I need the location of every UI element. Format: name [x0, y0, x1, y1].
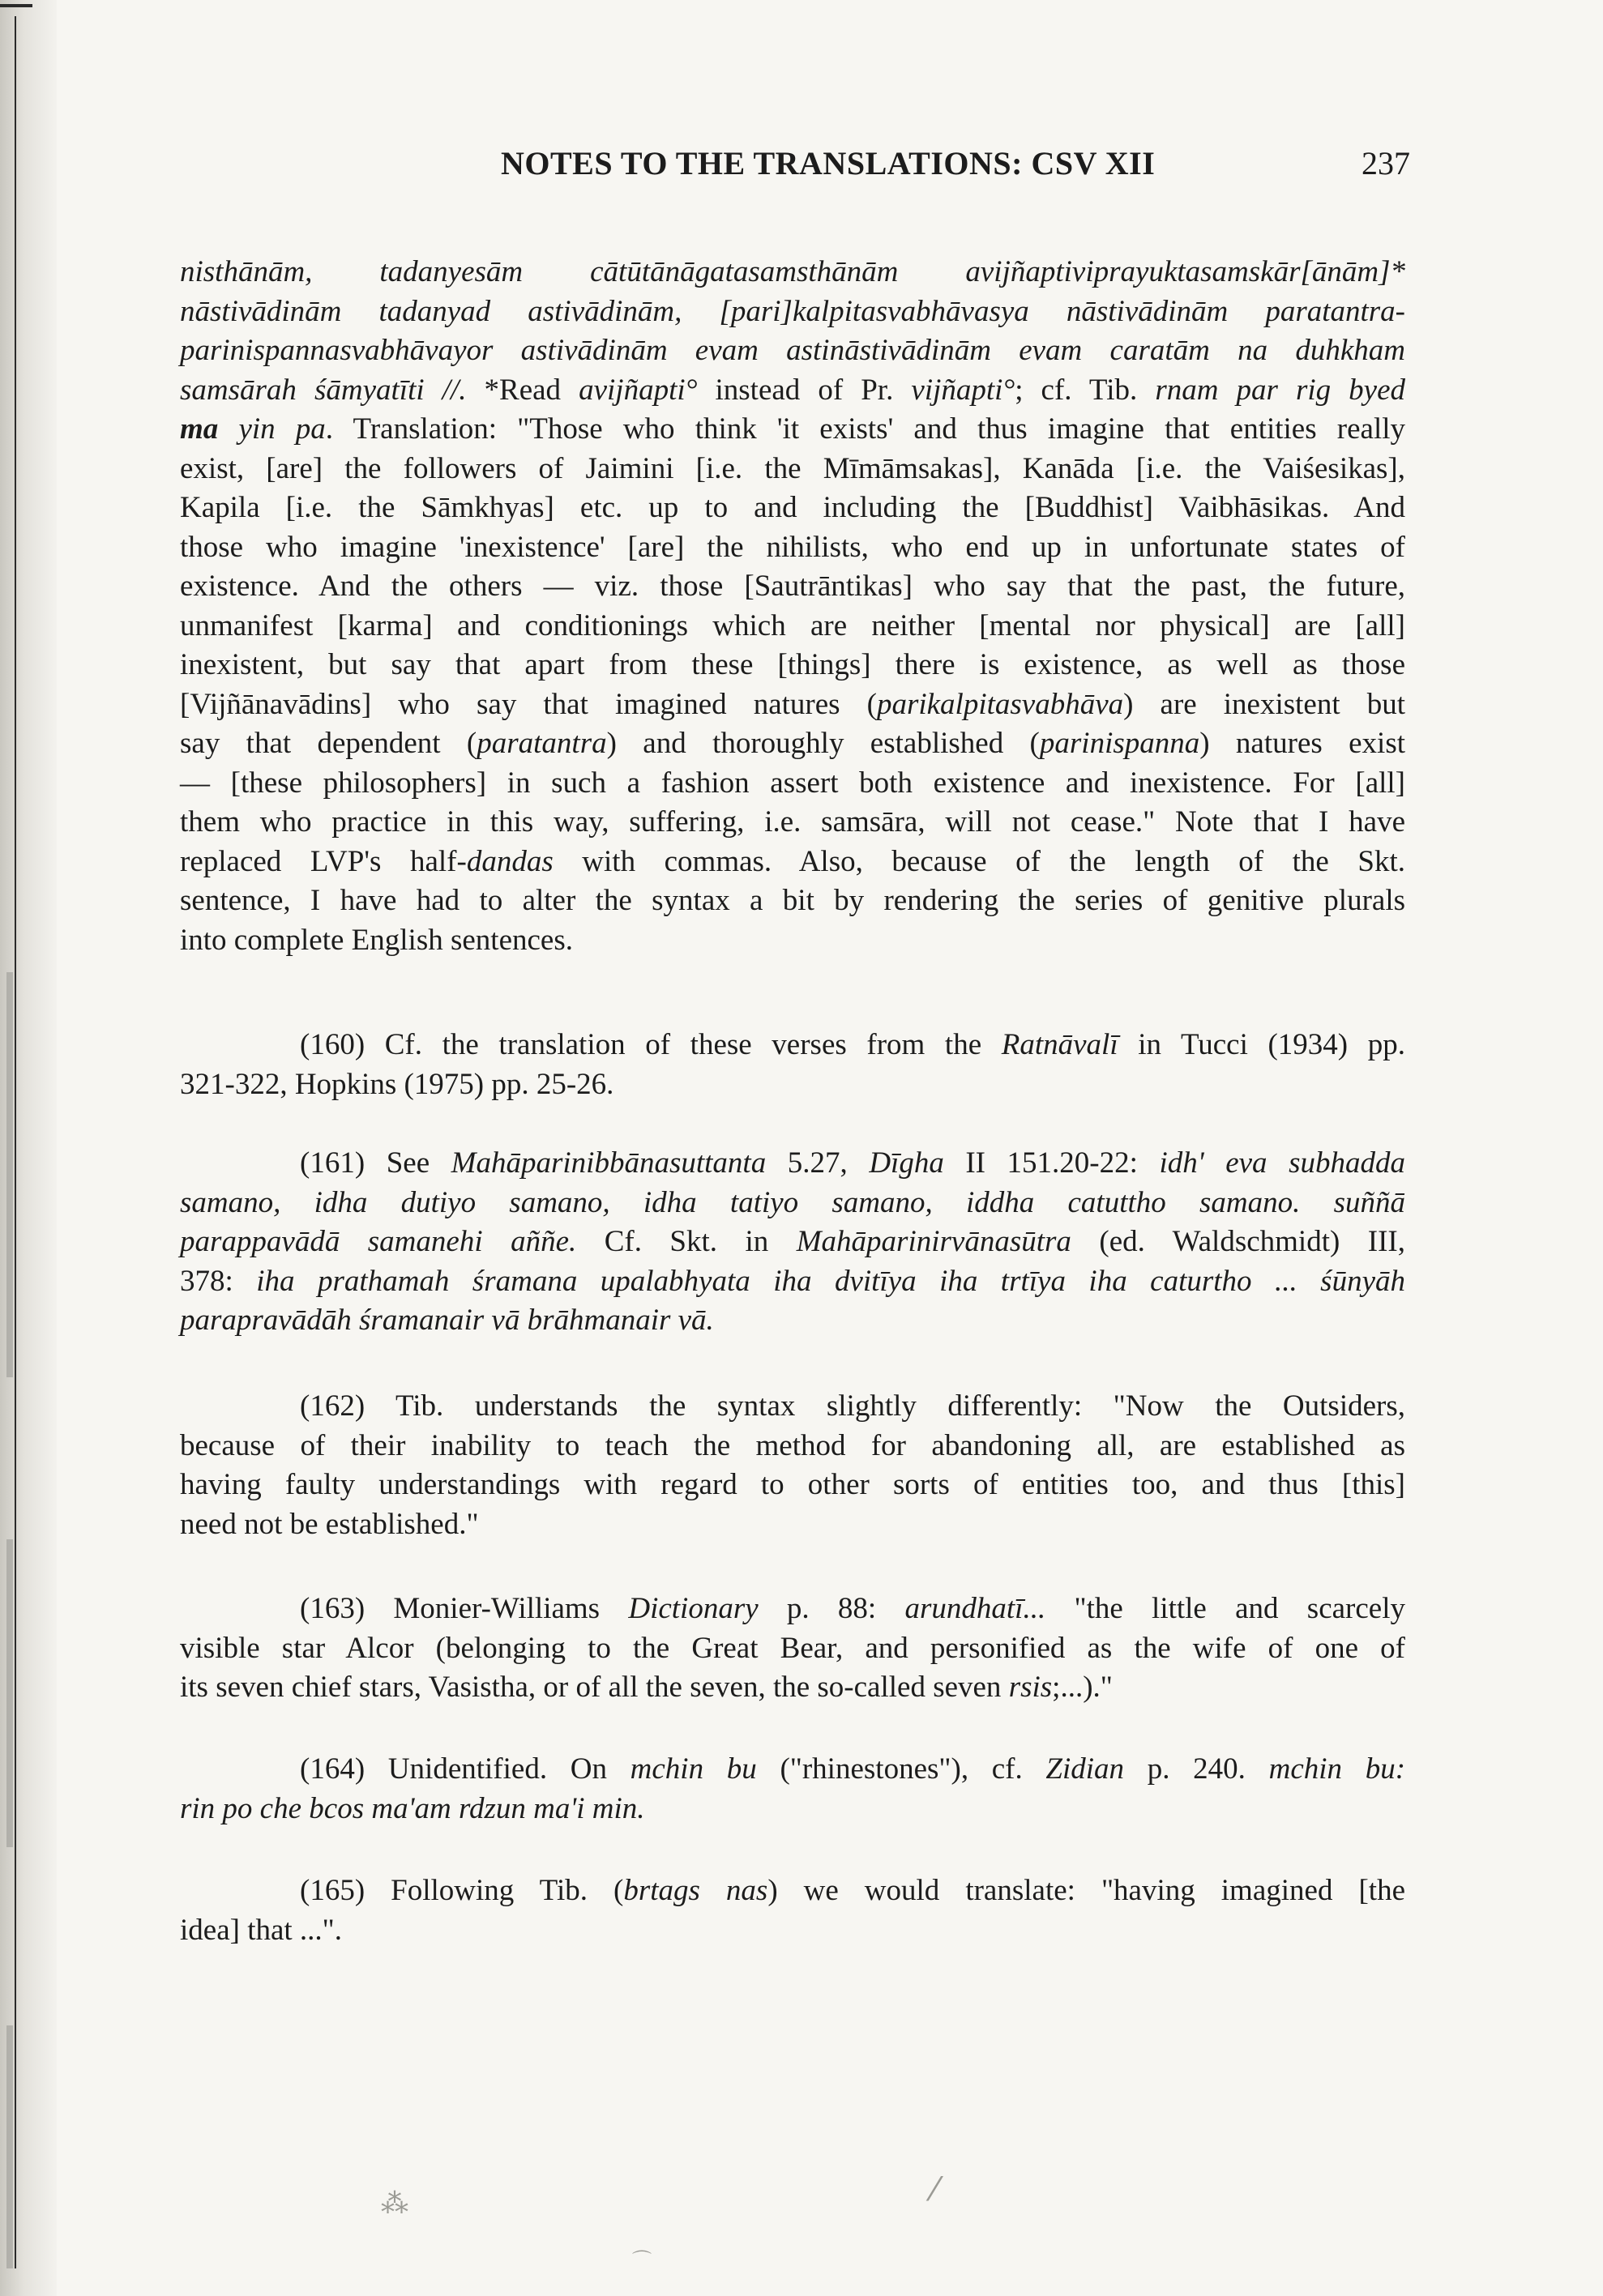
- text-line: say that dependent (paratantra) and thoroughly established (parinispanna) natures exist: [180, 727, 1406, 760]
- text-line: [Vijñānavādins] who say that imagined natures (parikalpitasvabhāva) are inexistent but: [180, 687, 1405, 721]
- text-line: rin po che bcos ma'am rdzun ma'i min.: [180, 1791, 645, 1825]
- text-line: (160) Cf. the translation of these verses from the Ratnāvalī in Tucci (1934) pp.: [300, 1028, 1405, 1061]
- scan-mark: ⌒: [632, 2249, 652, 2272]
- text-line: because of their inability to teach the method for abandoning all, are established as: [180, 1428, 1405, 1462]
- scan-mark: ⁄: [932, 2171, 938, 2209]
- note-continued-paragraph: [180, 253, 1405, 960]
- text-line: visible star Alcor (belonging to the Great Bear, and personified as the wife of one of: [180, 1631, 1405, 1665]
- text-line: nisthānām, tadanyesām cātūtānāgatasamsthānām avijñaptiviprayuktasamskār[ānām]*: [180, 255, 1405, 288]
- text-line: — [these philosophers] in such a fashion assert both existence and inexistence. For [all]: [180, 766, 1405, 800]
- page-number: 237: [1361, 145, 1410, 181]
- text-line: idea] that ...".: [180, 1913, 343, 1947]
- binding-edge-line: [15, 16, 16, 2268]
- text-line: nāstivādinām tadanyad astivādinām, [pari]kalpitasvabhāvasya nāstivādinām paratantra-: [180, 294, 1405, 328]
- note-164: [180, 1750, 1405, 1829]
- text-line: replaced LVP's half-dandas with commas. Also, because of the length of the Skt.: [180, 844, 1405, 878]
- binding-top-mark: [0, 4, 32, 7]
- text-line: those who imagine 'inexistence' [are] the nihilists, who end up in unfortunate states of: [180, 530, 1405, 564]
- note-161: [180, 1144, 1405, 1341]
- text-line: 378: iha prathamah śramana upalabhyata iha dvitīya iha trtīya iha caturtho ... śūnyāh: [180, 1264, 1405, 1298]
- text-line: (162) Tib. understands the syntax slightly differently: "Now the Outsiders,: [300, 1389, 1405, 1423]
- text-line: samano, idha dutiyo samano, idha tatiyo samano, iddha catuttho samano. suññā: [180, 1185, 1405, 1219]
- text-line: parinispannasvabhāvayor astivādinām evam astināstivādinām evam caratām na duhkham: [180, 334, 1405, 367]
- text-line: parappavādā samanehi aññe. Cf. Skt. in Mahāparinirvānasūtra (ed. Waldschmidt) III,: [180, 1225, 1405, 1258]
- note-163: [180, 1590, 1405, 1708]
- binding-speckle: [6, 972, 13, 1377]
- text-line: into complete English sentences.: [180, 923, 573, 957]
- text-line: exist, [are] the followers of Jaimini [i.e. the Mīmāmsakas], Kanāda [i.e. the Vaiśesikas],: [180, 451, 1405, 485]
- binding-speckle: [6, 1539, 13, 1847]
- text-line: Kapila [i.e. the Sāmkhyas] etc. up to and including the [Buddhist] Vaibhāsikas. And: [180, 491, 1405, 524]
- text-line: samsārah śāmyatīti //. *Read avijñapti° instead of Pr. vijñapti°; cf. Tib. rnam par rig byed: [180, 373, 1406, 407]
- note-165: [180, 1871, 1405, 1950]
- note-162: [180, 1387, 1405, 1544]
- text-line: sentence, I have had to alter the syntax a bit by rendering the series of genitive plurals: [180, 884, 1405, 917]
- text-line: parapravādāh śramanair vā brāhmanair vā.: [180, 1304, 714, 1337]
- text-line: existence. And the others — viz. those [Sautrāntikas] who say that the past, the future,: [180, 570, 1405, 603]
- running-header: NOTES TO THE TRANSLATIONS: CSV XII: [501, 145, 1156, 181]
- binding-speckle: [6, 2025, 13, 2268]
- scan-mark: ⁂: [381, 2187, 408, 2220]
- text-line: its seven chief stars, Vasistha, or of all the seven, the so-called seven rsis;...).": [180, 1671, 1113, 1704]
- text-line: (164) Unidentified. On mchin bu ("rhinestones"), cf. Zidian p. 240. mchin bu:: [300, 1752, 1406, 1786]
- text-line: (165) Following Tib. (brtags nas) we would translate: "having imagined [the: [300, 1874, 1405, 1907]
- text-line: unmanifest [karma] and conditionings which are neither [mental nor physical] are [all]: [180, 608, 1405, 642]
- text-line: them who practice in this way, suffering, i.e. samsāra, will not cease." Note that I have: [180, 805, 1405, 839]
- note-160: [180, 1026, 1405, 1104]
- text-line: having faulty understandings with regard to other sorts of entities too, and thus [this]: [180, 1468, 1405, 1501]
- text-line: inexistent, but say that apart from these [things] there is existence, as well as those: [180, 648, 1405, 681]
- text-line: (163) Monier-Williams Dictionary p. 88: arundhatī... "the little and scarcely: [300, 1592, 1405, 1625]
- text-line: (161) See Mahāparinibbānasuttanta 5.27, Dīgha II 151.20-22: idh' eva subhadda: [300, 1146, 1406, 1180]
- text-line: need not be established.": [180, 1507, 479, 1541]
- text-line: ma yin pa. Translation: "Those who think 'it exists' and thus imagine that entities really: [180, 412, 1406, 446]
- text-line: 321-322, Hopkins (1975) pp. 25-26.: [180, 1067, 614, 1101]
